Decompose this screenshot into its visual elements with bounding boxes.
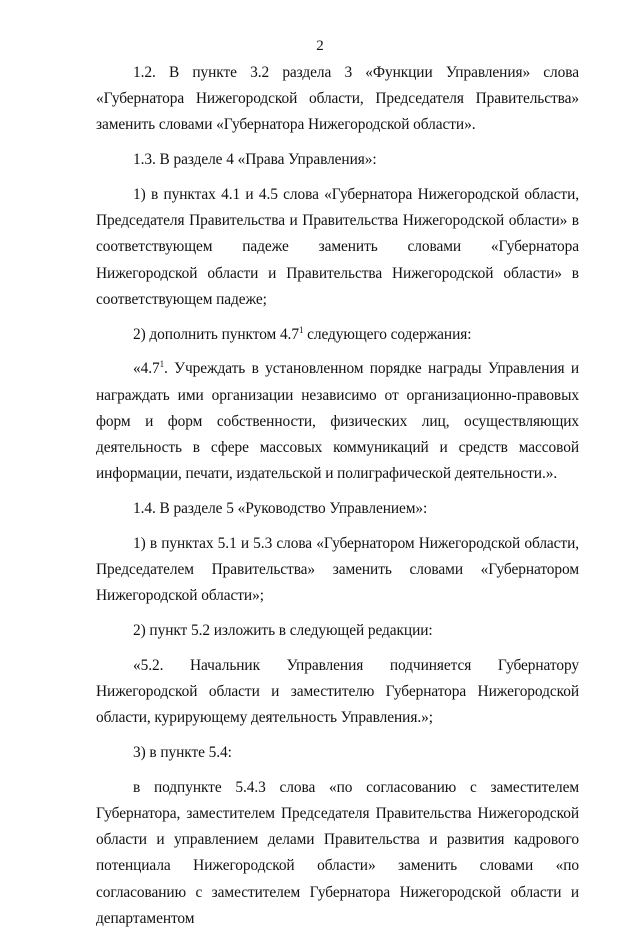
- paragraph-text: . Учреждать в установленном порядке награды Управления и награждать ими организации независимо от организационно-правовых форм и форм собственности, физических лиц, осуществляющих деятельность в сфере массовых коммуникаций и средств массовой информации, печати, издательской и полиграфической деятельности.».: [96, 360, 579, 483]
- paragraph-1-3-heading: 1.3. В разделе 4 «Права Управления»:: [133, 151, 377, 169]
- paragraph-text: 2) дополнить пунктом 4.7: [133, 325, 299, 343]
- paragraph-5-4-3: в подпункте 5.4.3 слова «по согласованию с заместителем Губернатора, заместителем Председателя Правительства Нижегородской области и управлением делами Правительства и развития кадрового потенциала Нижегородской области» заменить словами «по согласованию с заместителем Губернатора Нижегородской области и департаментом: [96, 778, 579, 927]
- paragraph-5-2: «5.2. Начальник Управления подчиняется Губернатору Нижегородской области и заместителю Губернатора Нижегородской области, курирующему деятельность Управления.»;: [96, 656, 579, 727]
- paragraph-text: «4.7: [133, 360, 160, 378]
- paragraph-1-2: 1.2. В пункте 3.2 раздела 3 «Функции Управления» слова «Губернатора Нижегородской области, Председателя Правительства» заменить словами «Губернатора Нижегородской области».: [96, 64, 579, 134]
- paragraph-1-4-item-2: 2) пункт 5.2 изложить в следующей редакции:: [133, 622, 433, 640]
- document-body: [96, 60, 579, 941]
- paragraph-1-4-heading: 1.4. В разделе 5 «Руководство Управлением»:: [133, 500, 428, 518]
- paragraph-1-4-item-3: 3) в пункте 5.4:: [133, 744, 232, 762]
- superscript: 1: [298, 324, 304, 335]
- page-number: 2: [316, 38, 324, 54]
- paragraph-1-4-item-1: 1) в пунктах 5.1 и 5.3 слова «Губернатором Нижегородской области, Председателем Правительства» заменить словами «Губернатором Нижегородской области»;: [96, 534, 579, 605]
- paragraph-1-3-item-1: 1) в пунктах 4.1 и 4.5 слова «Губернатора Нижегородской области, Председателя Правительства и Правительства Нижегородской области» в соответствующем падеже заменить словами «Губернатора Нижегородской области и Правительства Нижегородской области» в соответствующем падеже;: [96, 186, 579, 308]
- paragraph-1-3-item-2: [96, 322, 579, 348]
- paragraph-text: следующего содержания:: [303, 325, 472, 343]
- paragraph-4-7-1: [96, 356, 579, 487]
- superscript: 1: [159, 359, 165, 370]
